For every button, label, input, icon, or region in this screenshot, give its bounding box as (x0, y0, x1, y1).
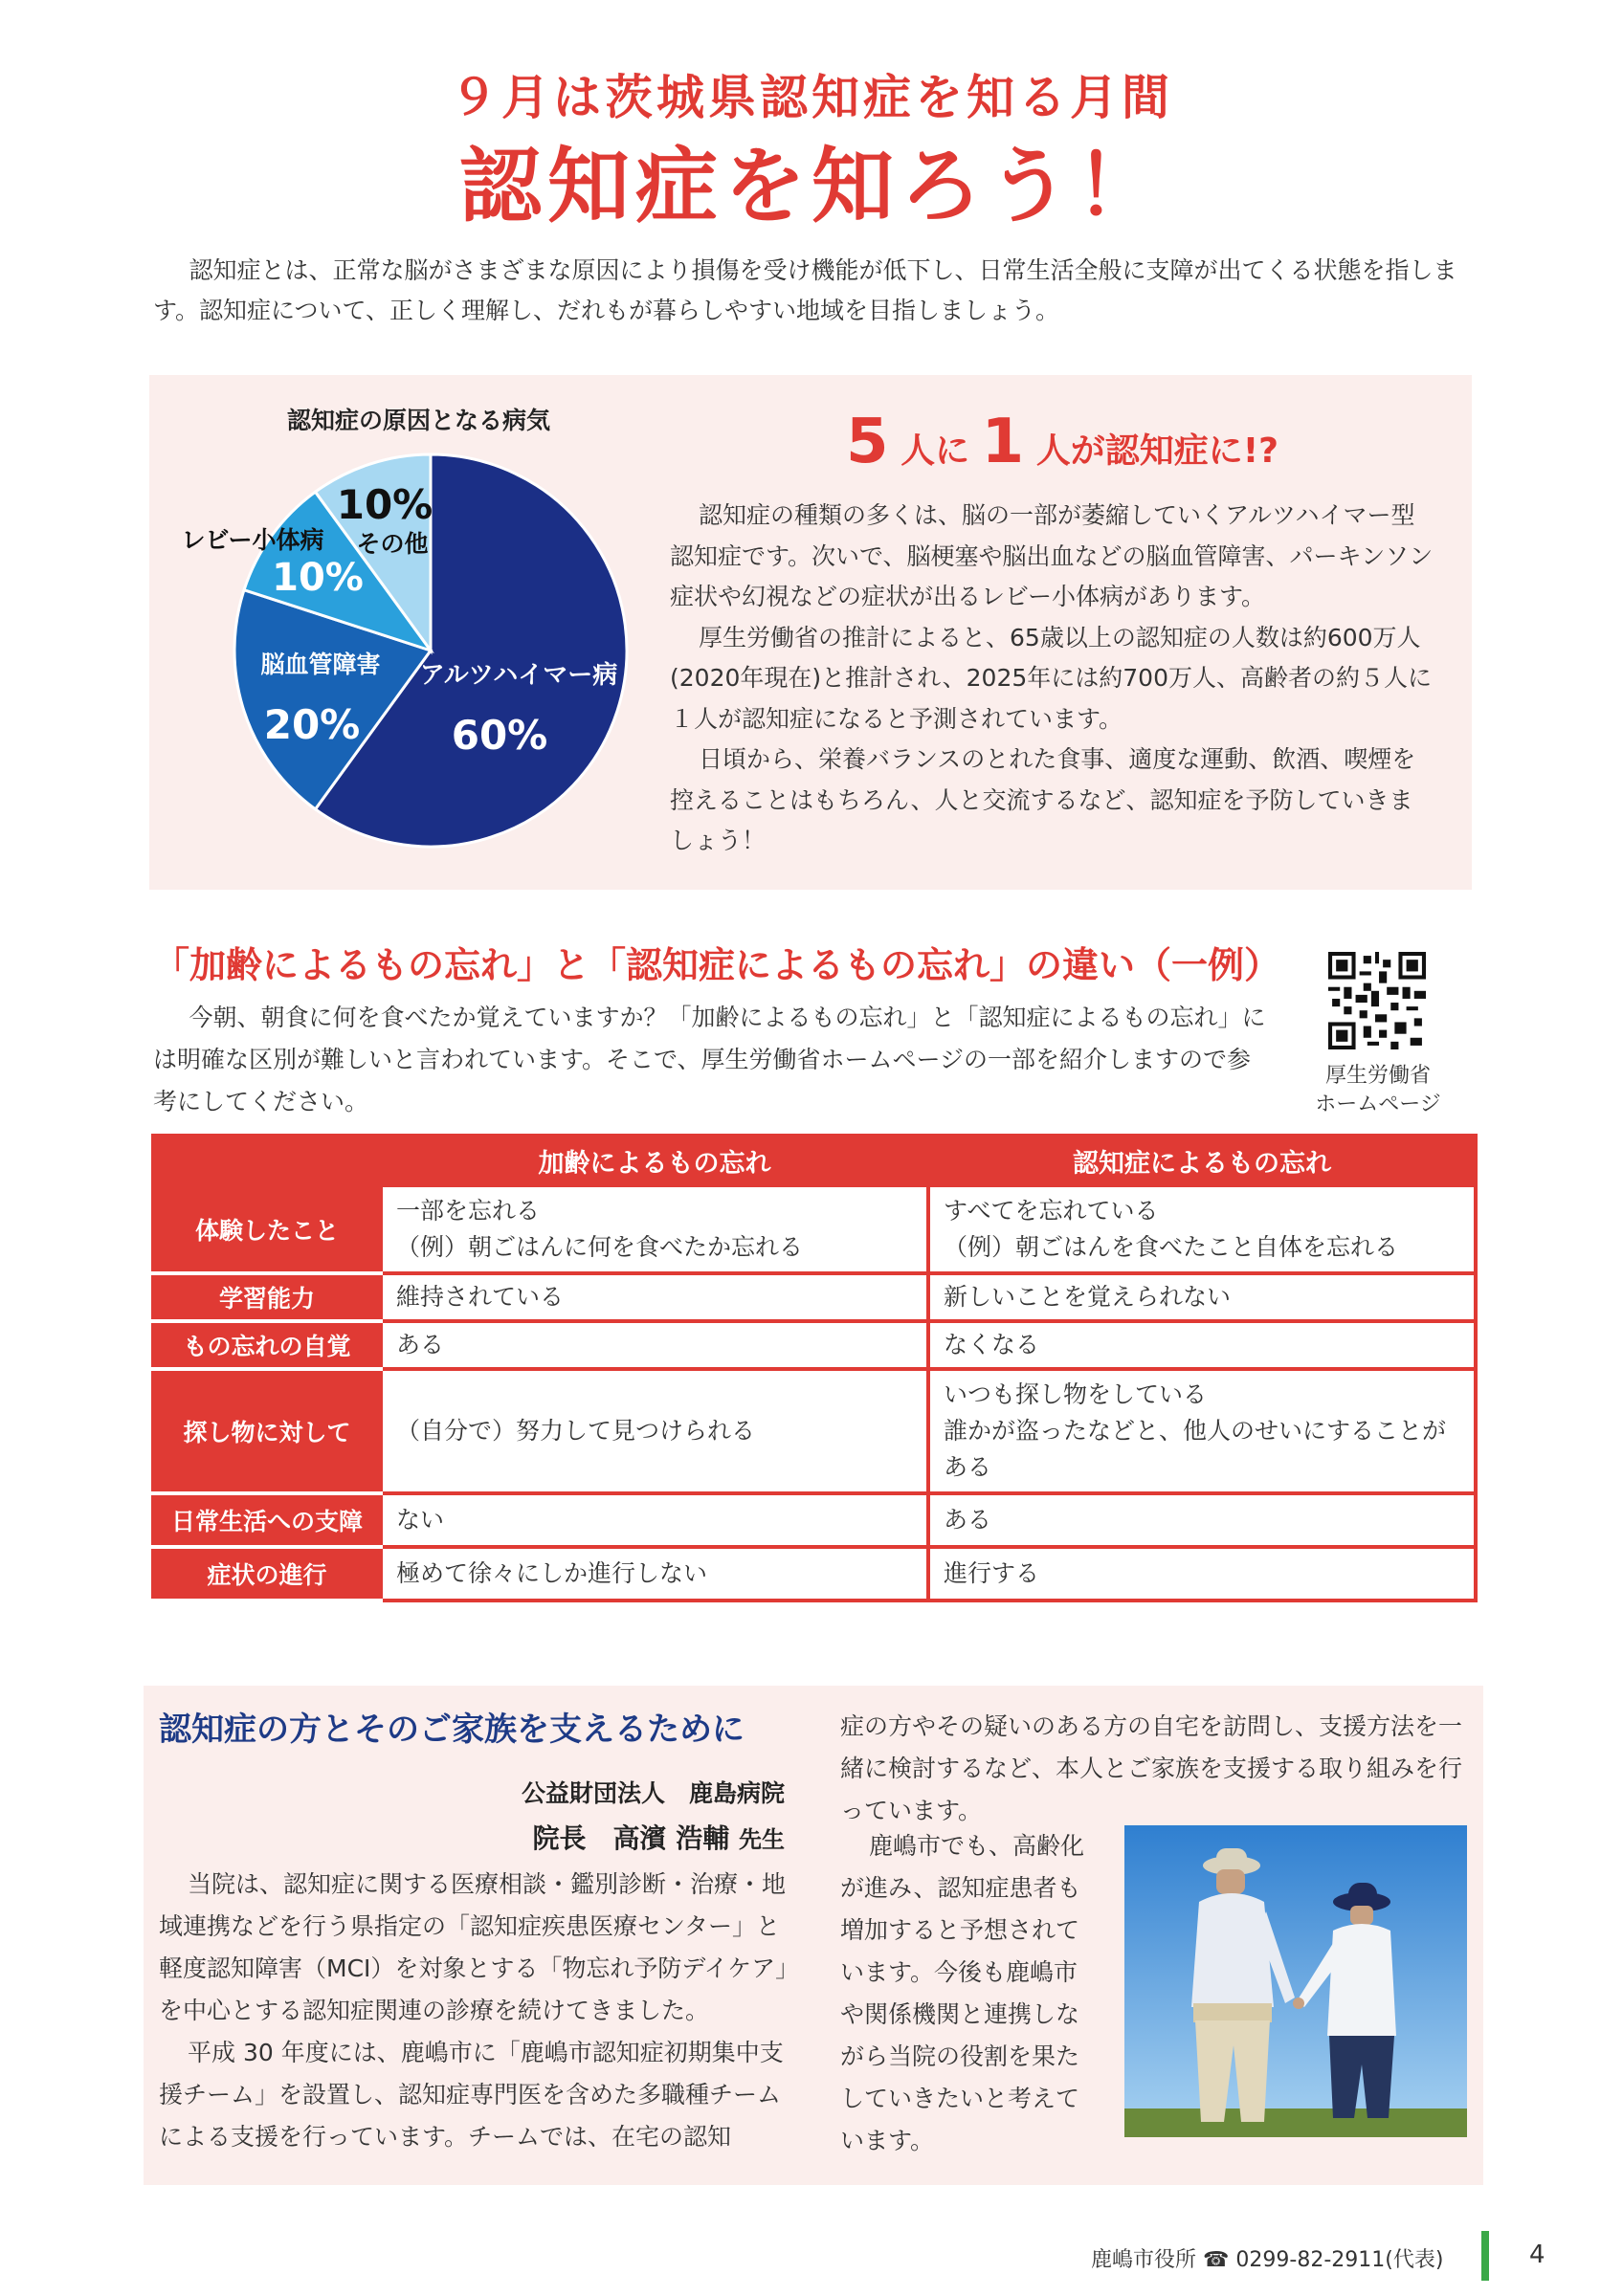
table-cell: ない (381, 1493, 928, 1547)
pie-label-vas-pct: 20% (263, 701, 361, 748)
table-cell (928, 1185, 1476, 1273)
table-row (153, 1493, 1476, 1547)
footer-note: (代表) (1385, 2248, 1444, 2272)
pie-label-lewy-pct: 10% (272, 556, 364, 600)
table-cell: 新しいことを覚えられない (928, 1273, 1476, 1321)
support-title: 認知症の方とそのご家族を支えるために (159, 1711, 745, 1749)
stat-text-1: 人に (900, 431, 970, 471)
comparison-intro: 今朝、朝食に何を食べたか覚えていますか？「加齢によるもの忘れ」と「認知症によるもの忘れ」には明確な区別が難しいと言われています。そこで、厚生労働省ホームページの一部を紹介しますので参考にしてください。 (153, 1004, 1266, 1115)
footer-phone: 0299-82-2911 (1235, 2248, 1386, 2272)
row-header: 症状の進行 (153, 1547, 381, 1601)
comparison-table (151, 1134, 1478, 1602)
cell-line: （例）朝ごはんに何を食べたか忘れる (396, 1233, 804, 1261)
footer-contact (1091, 2243, 1443, 2273)
row-header: 探し物に対して (153, 1369, 381, 1493)
row-header: 学習能力 (153, 1273, 381, 1321)
doctor-name (459, 1818, 785, 1856)
cell-line: すべてを忘れている (944, 1197, 1159, 1225)
table-row (153, 1321, 1476, 1369)
support-body-left (159, 1864, 790, 2158)
doctor-honorific: 先生 (739, 1826, 785, 1853)
intro-paragraph: 認知症とは、正常な脳がさまざまな原因により損傷を受け機能が低下し、日常生活全般に支障が出てくる状態を指します。認知症について、正しく理解し、だれもが暮らしやすい地域を目指しましょう。 (153, 256, 1457, 324)
pie-label-vas-name: 脳血管障害 (260, 651, 381, 678)
cell-line: 一部を忘れる (396, 1197, 541, 1225)
footer-office: 鹿嶋市役所 (1091, 2248, 1197, 2272)
table-row (153, 1547, 1476, 1601)
table-row (153, 1185, 1476, 1273)
table-cell: ある (928, 1493, 1476, 1547)
pie-label-other-name: その他 (356, 530, 429, 558)
stat-number-five: 5 (845, 407, 889, 477)
stat-text-2: 人が認知症に!? (1035, 431, 1279, 471)
page-title: 認知症を知ろう！ (459, 139, 1164, 234)
footer-accent-bar (1481, 2231, 1489, 2281)
doctor-name-text: 院長 高濱 浩輔 (532, 1822, 730, 1854)
elderly-couple-photo (1124, 1825, 1467, 2137)
table-cell: 維持されている (381, 1273, 928, 1321)
support-paragraph-1: 当院は、認知症に関する医療相談・鑑別診断・治療・地域連携などを行う県指定の「認知症疾患医療センター」と軽度認知障害（MCI）を対象とする「物忘れ予防デイケア」を中心とする認知症関連の診療を続けてきました。 (159, 1870, 788, 2024)
table-row (153, 1369, 1476, 1493)
phone-icon: ☎ (1203, 2248, 1230, 2272)
page-number: 4 (1529, 2241, 1545, 2269)
support-paragraph-2: 平成 30 年度には、鹿嶋市に「鹿嶋市認知症初期集中支援チーム」を設置し、認知症専門医を含めた多職種チームによる支援を行っています。チームでは、在宅の認知 (159, 2039, 784, 2151)
table-header-row (153, 1136, 1476, 1185)
cell-line: いつも探し物をしている (944, 1380, 1208, 1408)
stat-paragraph-3: 日頃から、栄養バランスのとれた食事、適度な運動、飲酒、喫煙を控えることはもちろん、人と交流するなど、認知症を予防していきましょう！ (670, 745, 1416, 854)
table-cell (928, 1369, 1476, 1493)
table-cell: 極めて徐々にしか進行しない (381, 1547, 928, 1601)
row-header: もの忘れの自覚 (153, 1321, 381, 1369)
table-cell: （自分で）努力して見つけられる (381, 1369, 928, 1493)
table-cell: 進行する (928, 1547, 1476, 1601)
row-header: 日常生活への支障 (153, 1493, 381, 1547)
table-cell (381, 1185, 928, 1273)
stat-number-one: 1 (981, 407, 1025, 477)
support-paragraph-4: 鹿嶋市でも、高齢化が進み、認知症患者も増加すると予想されています。今後も鹿嶋市や関係機関と連携しながら当院の役割を果たしていきたいと考えています。 (840, 1832, 1085, 2154)
stat-headline (746, 407, 1378, 477)
pie-label-alz-name: アルツハイマー病 (419, 661, 618, 690)
support-paragraph-3: 症の方やその疑いのある方の自宅を訪問し、支援方法を一緒に検討するなど、本人とご家族を支援する取り組みを行っています。 (840, 1712, 1463, 1824)
qr-caption-line-1: 厚生労働省 (1324, 1064, 1431, 1088)
row-header: 体験したこと (153, 1185, 381, 1273)
hospital-name: 公益財団法人 鹿島病院 (521, 1779, 785, 1807)
stat-body (670, 496, 1435, 862)
comparison-title: 「加齢によるもの忘れ」と「認知症によるもの忘れ」の違い（一例） (153, 944, 1281, 986)
qr-code-caption (1301, 1062, 1455, 1119)
cell-line: 誰かが盗ったなどと、他人のせいにすることがある (944, 1417, 1447, 1481)
table-row (153, 1273, 1476, 1321)
qr-code-icon[interactable] (1328, 952, 1426, 1049)
table-corner-cell (153, 1136, 381, 1185)
pie-label-alz-pct: 60% (451, 712, 548, 759)
stat-paragraph-1: 認知症の種類の多くは、脳の一部が萎縮していくアルツハイマー型認知症です。次いで、脳梗塞や脳出血などの脳血管障害、パーキンソン症状や幻視などの症状が出るレビー小体病があります。 (670, 501, 1434, 610)
page-subtitle: ９月は茨城県認知症を知る月間 (450, 70, 1173, 125)
column-header-dementia: 認知症によるもの忘れ (928, 1136, 1476, 1185)
table-cell: ある (381, 1321, 928, 1369)
pie-chart (181, 450, 641, 861)
pie-label-lewy-name: レビー小体病 (181, 526, 324, 554)
stat-paragraph-2: 厚生労働省の推計によると、65歳以上の認知症の人数は約600万人(2020年現在)と推計され、2025年には約700万人、高齢者の約５人に１人が認知症になると予測されています。 (670, 623, 1432, 733)
table-cell: なくなる (928, 1321, 1476, 1369)
column-header-aging: 加齢によるもの忘れ (381, 1136, 928, 1185)
qr-caption-line-2: ホームページ (1315, 1093, 1441, 1116)
pie-chart-title: 認知症の原因となる病気 (287, 407, 551, 434)
pie-label-other-pct: 10% (336, 481, 434, 528)
cell-line: （例）朝ごはんを食べたこと自体を忘れる (944, 1233, 1399, 1261)
